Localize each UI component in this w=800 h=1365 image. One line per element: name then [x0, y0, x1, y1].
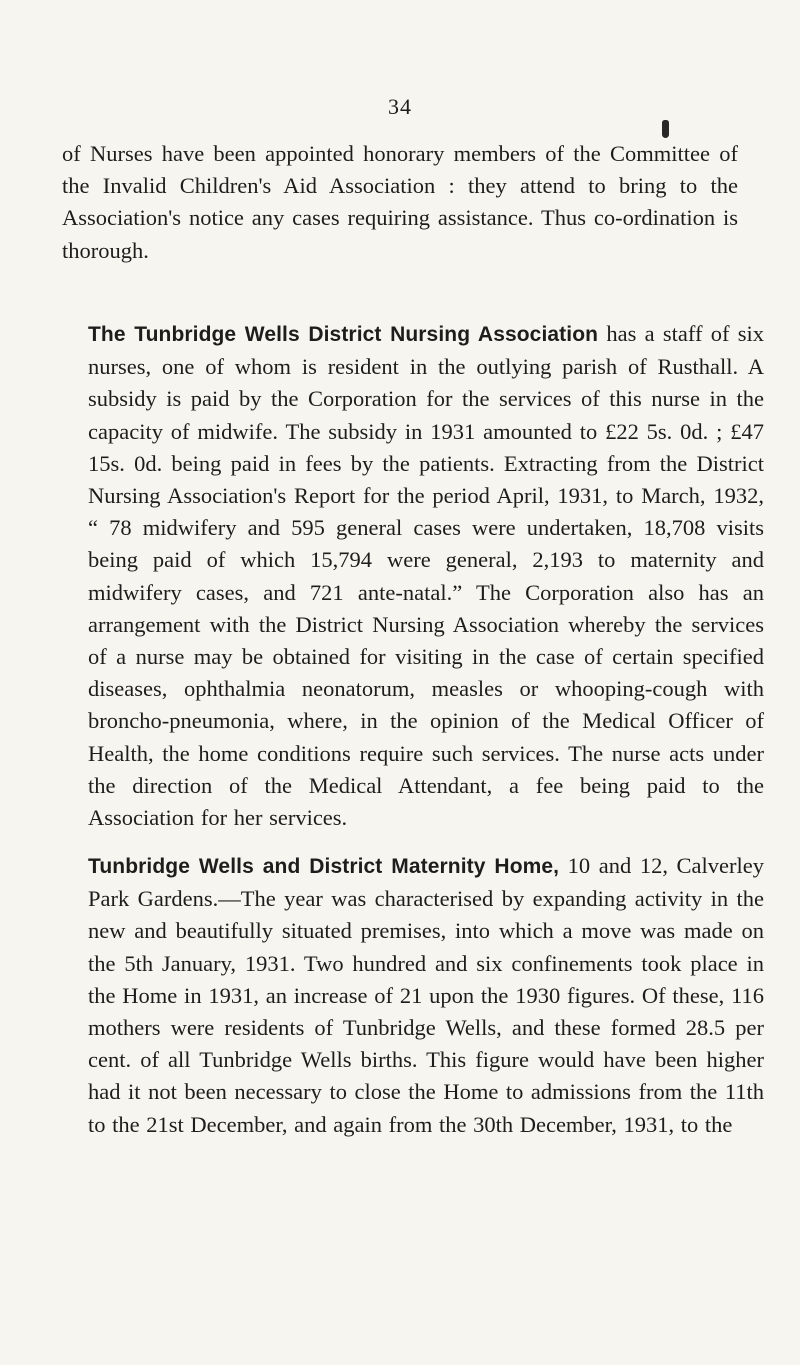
- maternity-home-paragraph: [62, 850, 764, 1141]
- continuation-paragraph: of Nurses have been appointed honorary members of the Committee of the Invalid Children's Aid Association : they attend to bring to the Association's notice any cases requiring assistance. Thus co-ordination is thorough.: [62, 141, 738, 263]
- district-nursing-body: has a staff of six nurses, one of whom is resident in the outlying parish of Rusthall. A subsidy is paid by the Corporation for the services of this nurse in the capacity of midwife. The subsidy in 1931 amounted to £22 5s. 0d. ; £47 15s. 0d. being paid in fees by the patients. Extracting from the District Nursing Association's Report for the period April, 1931, to March, 1932, “ 78 midwifery and 595 general cases were undertaken, 18,708 visits being paid of which 15,794 were general, 2,193 to maternity and midwifery cases, and 721 ante-natal.” The Corporation also has an arrangement with the District Nursing Association whereby the services of a nurse may be obtained for visiting in the case of certain specified diseases, ophthalmia neonatorum, measles or whooping-cough with broncho-pneumonia, where, in the opinion of the Medical Officer of Health, the home conditions require such services. The nurse acts under the direction of the Medical Attendant, a fee being paid to the Association for her services.: [88, 321, 764, 831]
- district-nursing-paragraph: [62, 318, 764, 834]
- maternity-home-heading: Tunbridge Wells and District Maternity Home,: [88, 855, 560, 878]
- maternity-home-body: 10 and 12, Calverley Park Gardens.—The year was characterised by expanding activity in the new and beautifully situated premises, into which a move was made on the 5th January, 1931. Two hundred and six confinements took place in the Home in 1931, an increase of 21 upon the 1930 figures. Of these, 116 mothers were residents of Tunbridge Wells, and these formed 28.5 per cent. of all Tunbridge Wells births. This figure would have been higher had it not been necessary to close the Home to admissions from the 11th to the 21st December, and again from the 30th December, 1931, to the: [88, 853, 764, 1137]
- ink-mark: [662, 120, 669, 138]
- district-nursing-heading: The Tunbridge Wells District Nursing Association: [88, 323, 599, 346]
- page-number: 34: [388, 94, 412, 119]
